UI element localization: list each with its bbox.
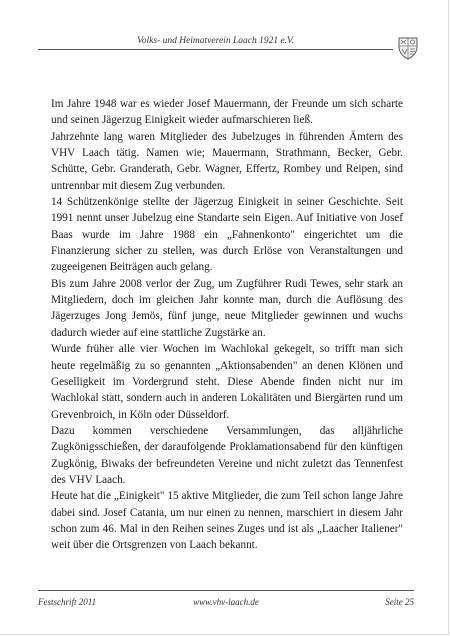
page-header (38, 34, 393, 54)
paragraph: Bis zum Jahre 2008 verlor der Zug, um Zugführer Rudi Tewes, sehr stark an Mitgliedern, doch im gleichen Jahr konnte man, durch die Auflösung des Jägerzuges Jong Jemös, fünf junge, neue Mitglieder gewinnen und wuchs dadurch wieder auf eine stattliche Zugstärke an. (51, 277, 403, 339)
paragraph: Im Jahre 1948 war es wieder Josef Mauermann, der Freunde um sich scharte und seinen Jägerzug Einigkeit wieder aufmarschieren ließ. (51, 98, 403, 127)
footer-rule (38, 590, 414, 591)
paragraph: Jahrzehnte lang waren Mitglieder des Jubelzuges in führenden Ämtern des VHV Laach tätig. Namen wie; Mauermann, Strathmann, Becker, Gebr. Schütte, Gebr. Granderath, Gebr. Wagner, Effertz, Rombey und Reipen, sind untrennbar mit diesem Zug verbunden. (51, 130, 403, 192)
header-rule (38, 49, 393, 50)
page-footer (38, 590, 414, 612)
paragraph: Wurde früher alle vier Wochen im Wachlokal gekegelt, so trifft man sich heute regelmäßig zu so genannten „Aktionsabenden" an denen Klönen und Geselligkeit im Vordergrund steht. Diese Abende finden nicht nur im Wachlokal statt, sondern auch in anderen Lokalitäten und Biergärten rund um Grevenbroich, in Köln oder Düsseldorf. (51, 343, 403, 421)
paragraph: Dazu kommen verschiedene Versammlungen, das alljährliche Zugkönigsschießen, der daraufolgende Proklamationsabend für den künftigen Zugkönig, Biwaks der befreundeten Vereine und nicht zuletzt das Tennenfest des VHV Laach. (51, 424, 403, 486)
article-body (51, 96, 403, 554)
coat-of-arms-icon (397, 36, 419, 60)
footer-publication: Festschrift 2011 (38, 597, 97, 607)
page-number: Seite 25 (385, 597, 414, 607)
header-title: Volks- und Heimatverein Laach 1921 e.V. (137, 36, 294, 46)
paragraph: 14 Schützenkönige stellte der Jägerzug Einigkeit in seiner Geschichte. Seit 1991 nennt unser Jubelzug eine Standarte sein Eigen. Auf Initiative von Josef Baas wurde im Jahre 1988 ein „Fahnenkonto" eingerichtet um die Finanzierung sicher zu stellen, was durch Erlöse von Veranstaltungen und zugeeigenen Beiträgen auch gelang. (51, 196, 403, 274)
paragraph: Heute hat die „Einigkeit" 15 aktive Mitglieder, die zum Teil schon lange Jahre dabei sind. Josef Catania, um nur einen zu nennen, marschiert in diesem Jahr schon zum 46. Mal in den Reihen seines Zuges und ist als „Laacher Italiener" weit über die Ortsgrenzen von Laach bekannt. (51, 490, 403, 552)
footer-website-link[interactable]: www.vhv-laach.de (193, 597, 259, 607)
